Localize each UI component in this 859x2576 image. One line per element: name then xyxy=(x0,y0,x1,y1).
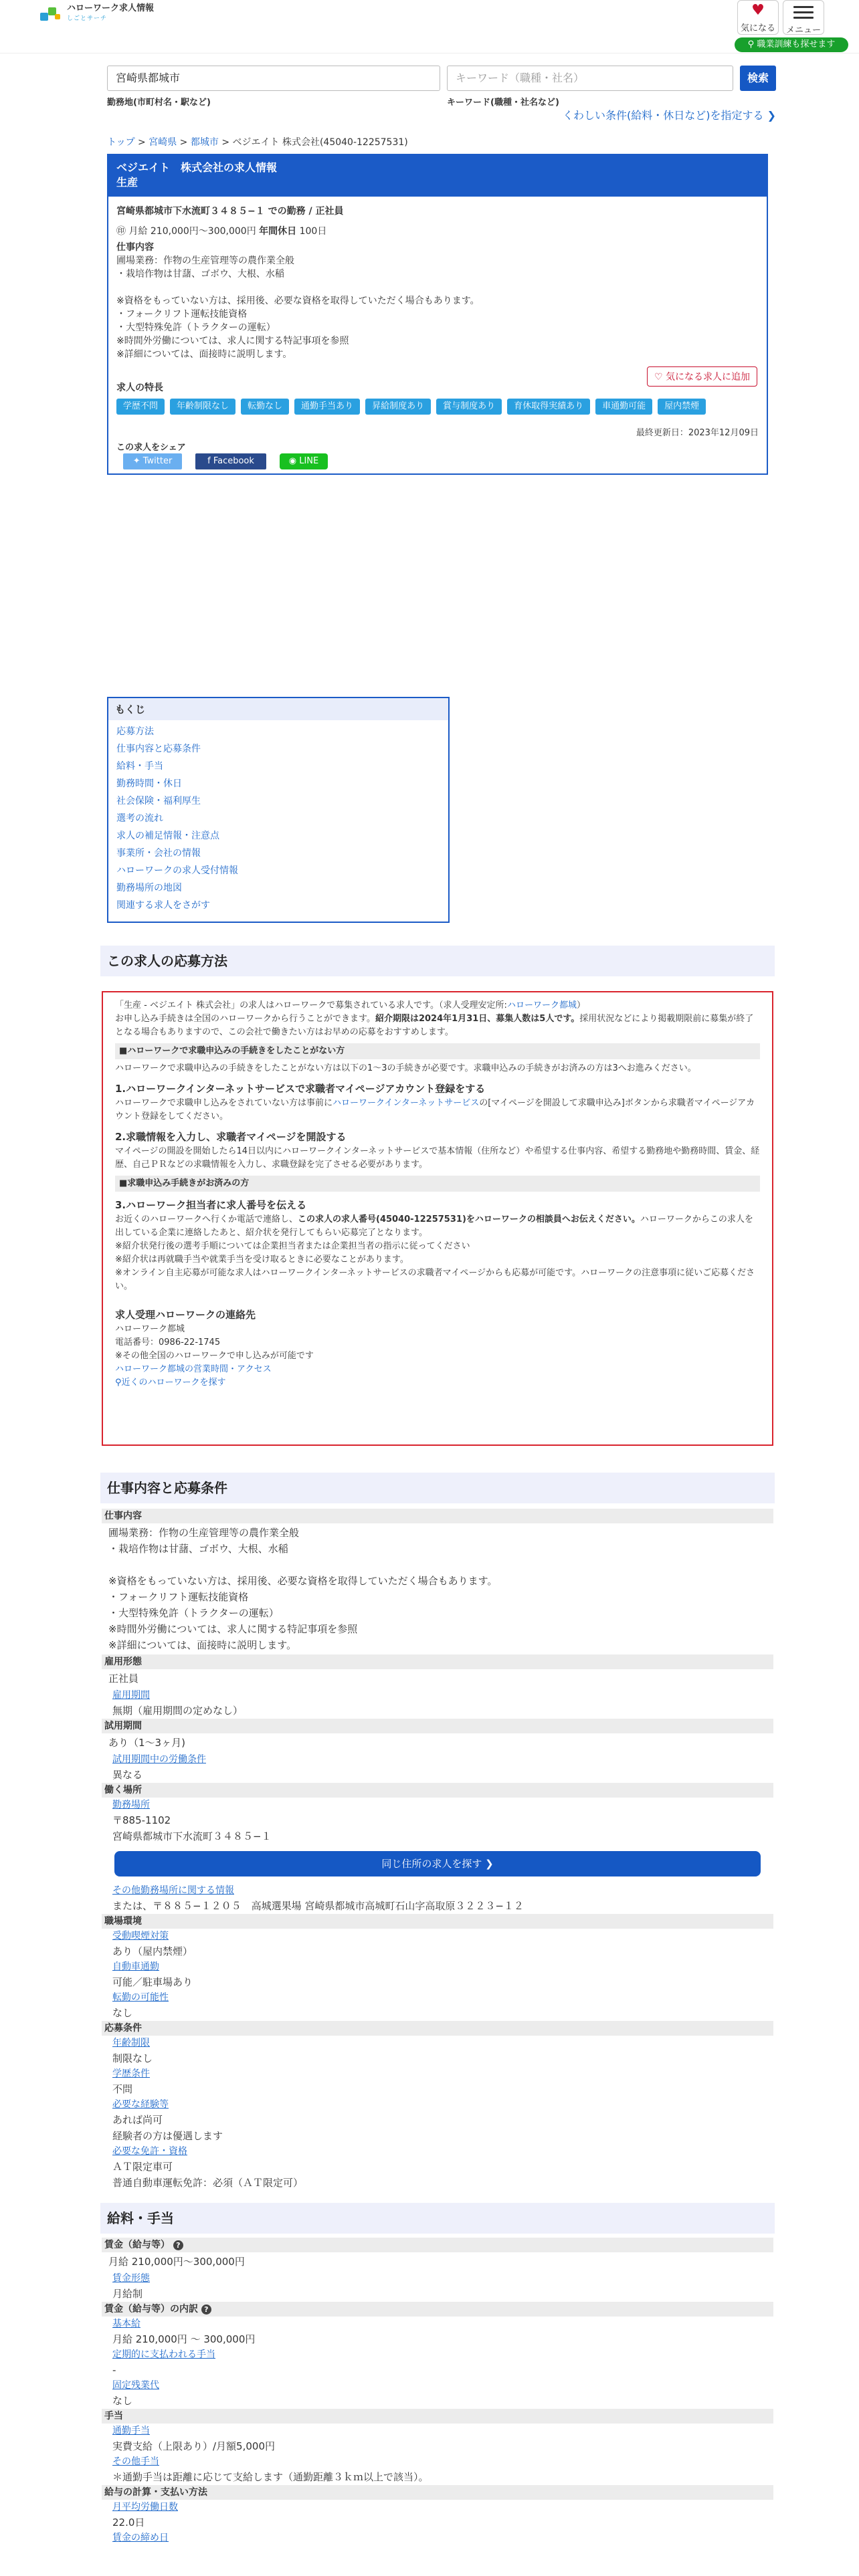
salary-list xyxy=(102,2238,773,2545)
last-updated: 最終更新日：2023年12月09日 xyxy=(636,428,759,438)
spec-subkey[interactable]: 月平均労働日数 xyxy=(112,2502,178,2512)
spec-value: 可能／駐車場あり xyxy=(112,1976,193,1988)
spec-subkey[interactable]: 賃金の締め日 xyxy=(112,2533,169,2543)
spec-value: 制限なし xyxy=(112,2052,153,2064)
spec-key: 試用期間 xyxy=(102,1719,773,1733)
contact-name: ハローワーク都城 xyxy=(115,1324,185,1334)
help-icon[interactable]: ? xyxy=(201,2304,211,2315)
chevron-right-icon: ❯ xyxy=(767,109,776,122)
training-search-button[interactable] xyxy=(735,37,848,52)
breadcrumb-prefecture[interactable]: 宮崎県 xyxy=(149,137,177,148)
spec-value: 月給 210,000円〜300,000円 xyxy=(108,2256,245,2268)
holidays-label: 年間休日 xyxy=(259,226,297,237)
feature-tag: 育休取得実績あり xyxy=(507,399,590,415)
contact-note: ※その他全国のハローワークで申し込みが可能です xyxy=(115,1351,314,1361)
internet-service-link[interactable]: ハローワークインターネットサービス xyxy=(332,1098,480,1108)
line-icon: ◉ xyxy=(288,456,300,466)
spec-value: 普通自動車運転免許：必須（ＡＴ限定可） xyxy=(112,2177,304,2189)
conditions-list xyxy=(102,1509,773,2191)
table-of-contents xyxy=(107,697,450,923)
feature-tag: 車通勤可能 xyxy=(595,399,652,415)
site-logo[interactable] xyxy=(40,4,154,22)
toc-item[interactable]: 給料・手当 xyxy=(116,761,163,772)
spec-value: 不問 xyxy=(112,2083,133,2095)
feature-tag: 賞与制度あり xyxy=(436,399,502,415)
toc-item[interactable]: 求人の補足情報・注意点 xyxy=(116,831,219,841)
spec-subkey[interactable]: 勤務場所 xyxy=(112,1800,150,1810)
facebook-icon: f xyxy=(207,456,213,466)
spec-value: 正社員 xyxy=(108,1673,139,1685)
feature-tag: 屋内禁煙 xyxy=(658,399,706,415)
spec-key: 賃金（給与等） ? xyxy=(102,2238,773,2252)
apply-heading: この求人の応募方法 xyxy=(100,946,775,976)
spec-value: なし xyxy=(112,2395,133,2407)
spec-subkey[interactable]: その他勤務場所に関する情報 xyxy=(112,1885,234,1896)
spec-value: 実費支給（上限あり）/月額5,000円 xyxy=(112,2440,275,2452)
spec-value: あり（1〜3ヶ月) xyxy=(108,1737,185,1749)
spec-value: 22.0日 xyxy=(112,2516,145,2529)
place-input[interactable]: 宮崎県都城市 xyxy=(107,66,440,91)
feature-tag: 学歴不問 xyxy=(116,399,165,415)
share-label: この求人をシェア xyxy=(116,443,186,453)
spec-value: あり（屋内禁煙） xyxy=(112,1945,193,1957)
toc-item[interactable]: ハローワークの求人受付情報 xyxy=(116,865,238,876)
spec-subkey[interactable]: 受動喫煙対策 xyxy=(112,1931,169,1941)
toc-item[interactable]: 勤務場所の地図 xyxy=(116,883,182,893)
spec-value: ＊通勤手当は距離に応じて支給します（通勤距離３ｋｍ以上で該当）。 xyxy=(112,2471,429,2483)
heart-outline-icon: ♡ xyxy=(654,372,663,383)
chevron-right-icon: ❯ xyxy=(485,1858,494,1870)
spec-key: 応募条件 xyxy=(102,2021,773,2036)
job-desc: 圃場業務：作物の生産管理等の農作業全般 ・栽培作物は甘藷、ゴボウ、大根、水稲 ※資格をもっていない方は、採用後、必要な資格を取得していただく場合もあります。 ・フォークリフト運転技能資格 ・大型特殊免許（トラクターの運転） ※時間外労働については、求人に関する特記事項を参照 ※詳細については、面接時に説明します。 xyxy=(116,255,480,360)
spec-subkey[interactable]: 定期的に支払われる手当 xyxy=(112,2349,215,2360)
share-facebook-button[interactable]: f Facebook xyxy=(195,453,266,469)
step-2-title: 2.求職情報を入力し、求職者マイページを開設する xyxy=(115,1131,347,1143)
hellowork-link[interactable]: ハローワーク都城 xyxy=(506,1000,577,1010)
breadcrumb-current: ベジエイト 株式会社(45040-12257531) xyxy=(232,137,408,148)
toc-item[interactable]: 仕事内容と応募条件 xyxy=(116,744,201,754)
same-address-search-button[interactable]: 同じ住所の求人を探す ❯ xyxy=(114,1851,761,1876)
holidays-value: 100日 xyxy=(299,226,327,237)
spec-subkey[interactable]: 自動車通勤 xyxy=(112,1961,159,1972)
spec-value: 月給制 xyxy=(112,2288,143,2300)
note: ※紹介状発行後の選考手順については企業担当者または企業担当者の指示に従ってください xyxy=(115,1241,470,1251)
toc-item[interactable]: 選考の流れ xyxy=(116,813,163,824)
spec-subkey[interactable]: 通勤手当 xyxy=(112,2426,150,2436)
logo-mark-icon xyxy=(40,5,63,22)
spec-value: あれば尚可 xyxy=(112,2114,163,2126)
spec-subkey[interactable]: 必要な免許・資格 xyxy=(112,2146,187,2157)
spec-value: - xyxy=(112,2364,116,2376)
job-pay: ㊞ 月給 210,000円〜300,000円 年間休日 100日 xyxy=(116,226,327,237)
apply-sub-registered: ■求職申込み手続きがお済みの方 xyxy=(115,1176,760,1192)
keyword-label: キーワード(職種・社名など) xyxy=(447,98,559,108)
share-line-button[interactable]: ◉ LINE xyxy=(280,453,328,469)
spec-value: ＡＴ限定車可 xyxy=(112,2161,173,2173)
apply-sub-new-text: ハローワークで求職申込みの手続きをしたことがない方は以下の1〜3の手続きが必要です。求職申込みの手続きがお済みの方は3へお進みください。 xyxy=(115,1063,696,1073)
apply-intro: 「生産 - ベジエイト 株式会社」の求人はハローワークで募集されている求人です。（求人受理安定所:ハローワーク都城） xyxy=(115,1000,585,1010)
spec-value: なし xyxy=(112,2007,133,2019)
job-desc-title: 仕事内容 xyxy=(116,242,154,253)
toc-item[interactable]: 応募方法 xyxy=(116,726,154,737)
feature-tag: 昇給制度あり xyxy=(365,399,431,415)
spec-value: または、〒８８５−１２０５ 高城選果場 宮崎県都城市高城町石山字高取原３２２３−１２ xyxy=(112,1900,524,1912)
job-title: 生産 xyxy=(116,176,138,189)
apply-sub-new: ■ハローワークで求職申込みの手続きをしたことがない方 xyxy=(115,1043,760,1059)
hours-access-link[interactable]: ハローワーク都城の営業時間・アクセス xyxy=(115,1364,272,1374)
note: ※オンライン自主応募が可能な求人はハローワークインターネットサービスの求職者マイページからも応募が可能です。ハローワークの注意事項に従いご応募ください。 xyxy=(115,1268,755,1291)
heart-icon: ♥ xyxy=(751,2,765,19)
spec-value: 〒885-1102 xyxy=(112,1814,171,1826)
spec-key: 仕事内容 xyxy=(102,1509,773,1523)
share-twitter-button[interactable]: ✦ Twitter xyxy=(123,453,182,469)
feature-tag: 通勤手当あり xyxy=(294,399,360,415)
salary-heading: 給料・手当 xyxy=(100,2203,775,2234)
job-summary-card xyxy=(107,154,768,475)
spec-subkey[interactable]: 雇用期間 xyxy=(112,1690,150,1701)
logo-title: ハローワーク求人情報 xyxy=(67,3,155,13)
step-3-title: 3.ハローワーク担当者に求人番号を伝える xyxy=(115,1199,307,1211)
spec-key: 働く場所 xyxy=(102,1783,773,1798)
step-1-title: 1.ハローワークインターネットサービスで求職者マイページアカウント登録をする xyxy=(115,1083,486,1095)
search-icon: ⚲ xyxy=(747,39,757,49)
advanced-search-link[interactable]: くわしい条件(給料・休日など)を指定する ❯ xyxy=(563,109,776,122)
spec-value: 月給 210,000円 〜 300,000円 xyxy=(112,2333,256,2345)
spec-subkey[interactable]: その他手当 xyxy=(112,2456,159,2467)
breadcrumb-city[interactable]: 都城市 xyxy=(190,137,219,148)
toc-title: もくじ xyxy=(108,698,448,720)
step-3-text: お近くのハローワークへ行くか電話で連絡し、この求人の求人番号(45040-12257531)をハローワークの相談員へお伝えください。ハローワークからこの求人を出している企業に連絡したあと、紹介状を発行してもらい応募完了となります。 xyxy=(115,1214,753,1238)
spec-key: 手当 xyxy=(102,2409,773,2424)
job-address: 宮崎県都城市下水流町３４８５−１ での勤務 / 正社員 xyxy=(116,206,344,217)
favorites-button[interactable] xyxy=(737,0,779,35)
spec-key: 賃金（給与等）の内訳 ? xyxy=(102,2302,773,2317)
spec-subkey[interactable]: 学歴条件 xyxy=(112,2068,150,2079)
breadcrumb: トップ > 宮崎県 > 都城市 > ベジエイト 株式会社(45040-12257531) xyxy=(107,137,408,148)
feature-tag: 年齢制限なし xyxy=(170,399,235,415)
contact-tel: 電話番号：0986-22-1745 xyxy=(115,1337,221,1348)
site-header xyxy=(0,0,859,53)
menu-label: メニュー xyxy=(785,25,821,35)
spec-subkey[interactable]: 固定残業代 xyxy=(112,2380,159,2391)
apply-intro-2: お申し込み手続きは全国のハローワークから行うことができます。紹介期限は2024年1月31日、募集人数は5人です。採用状況などにより掲載期限前に募集が終了となる場合もありますので、この会社で働きたい方はお早めの応募をおすすめします。 xyxy=(115,1014,754,1037)
company-name: ベジエイト 株式会社の求人情報 xyxy=(116,161,278,174)
spec-subkey[interactable]: 基本給 xyxy=(112,2319,140,2329)
hamburger-icon xyxy=(793,6,814,19)
help-icon[interactable]: ? xyxy=(173,2240,183,2250)
job-card-header xyxy=(108,155,767,197)
menu-button[interactable] xyxy=(783,0,824,35)
toc-item[interactable]: 事業所・会社の情報 xyxy=(116,848,201,859)
spec-key: 給与の計算・支払い方法 xyxy=(102,2485,773,2500)
toc-item[interactable]: 社会保険・福利厚生 xyxy=(116,796,201,807)
apply-box xyxy=(102,991,773,1446)
spec-subkey[interactable]: 賃金形態 xyxy=(112,2273,150,2284)
toc-item[interactable]: 勤務時間・休日 xyxy=(116,778,182,789)
add-favorite-button[interactable]: ♡ 気になる求人に追加 xyxy=(647,366,757,387)
feature-tags xyxy=(116,399,759,415)
spec-value: 経験者の方は優遇します xyxy=(112,2130,223,2142)
contact-title: 求人受理ハローワークの連絡先 xyxy=(115,1309,256,1321)
search-button[interactable]: 検索 xyxy=(740,66,776,91)
breadcrumb-top[interactable]: トップ xyxy=(107,137,135,148)
yen-icon: ㊞ xyxy=(116,226,126,237)
spec-value: 無期（雇用期間の定めなし） xyxy=(112,1705,244,1717)
spec-subkey[interactable]: 試用期間中の労働条件 xyxy=(112,1754,206,1765)
twitter-icon: ✦ xyxy=(132,456,143,466)
training-label: 職業訓練も探せます xyxy=(757,39,836,49)
step-2-text: マイページの開設を開始したら14日以内にハローワークインターネットサービスで基本情報（住所など）や希望する仕事内容、希望する勤務地や勤務時間、賃金、経歴、自己ＰＲなどの求職情報を入力し、求職登録を完了させる必要があります。 xyxy=(115,1146,760,1170)
spec-value: 宮崎県都城市下水流町３４８５−１ xyxy=(112,1830,272,1842)
keyword-input[interactable]: キーワード（職種・社名） xyxy=(447,66,733,91)
spec-value: 圃場業務：作物の生産管理等の農作業全般 ・栽培作物は甘藷、ゴボウ、大根、水稲 ※資格をもっていない方は、採用後、必要な資格を取得していただく場合もあります。 ・フォークリフト運転技能資格 ・大型特殊免許（トラクターの運転） ※時間外労働については、求人に関する特記事項を参照 ※詳細については、面接時に説明します。 xyxy=(108,1527,498,1651)
spec-subkey[interactable]: 転勤の可能性 xyxy=(112,1992,169,2003)
conditions-heading: 仕事内容と応募条件 xyxy=(100,1473,775,1503)
spec-key: 職場環境 xyxy=(102,1914,773,1929)
step-1-text: ハローワークで求職申し込みをされていない方は事前にハローワークインターネットサービスの[マイページを開設して求職申込み]ボタンから求職者マイページアカウント登録をしてください。 xyxy=(115,1098,755,1121)
feature-tag: 転勤なし xyxy=(241,399,289,415)
features-title: 求人の特長 xyxy=(116,383,163,393)
toc-item[interactable]: 関連する求人をさがす xyxy=(116,900,210,911)
spec-subkey[interactable]: 年齢制限 xyxy=(112,2038,150,2048)
nearby-hellowork-link[interactable]: ⚲近くのハローワークを探す xyxy=(115,1378,226,1388)
search-icon: ⚲ xyxy=(115,1378,122,1388)
spec-value: 異なる xyxy=(112,1769,143,1781)
note: ※紹介状は再就職手当や就業手当を受け取るときに必要なことがあります。 xyxy=(115,1255,409,1265)
favorites-label: 気になる xyxy=(740,23,775,33)
spec-key: 雇用形態 xyxy=(102,1654,773,1669)
place-label: 勤務地(市町村名・駅など) xyxy=(107,98,211,108)
spec-subkey[interactable]: 必要な経験等 xyxy=(112,2099,169,2110)
logo-subtitle: しごとサーチ xyxy=(67,15,108,22)
